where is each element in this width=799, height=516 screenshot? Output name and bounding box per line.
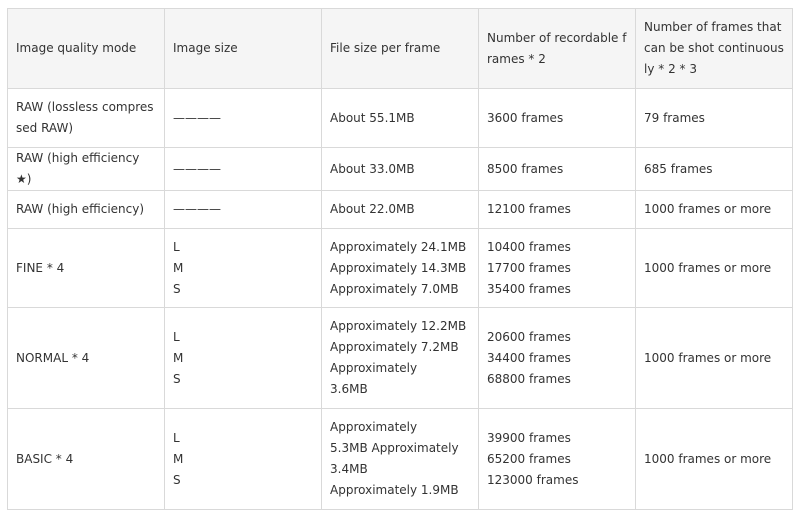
size-value: S	[173, 371, 181, 386]
cell-mode: FINE * 4	[8, 229, 165, 308]
cell-recordable	[479, 148, 636, 191]
cell-continuous: 685 frames	[636, 148, 793, 191]
table-row	[8, 308, 793, 409]
cell-size	[165, 308, 322, 409]
recordable-value: 3600 frames	[487, 110, 564, 125]
header-image-quality-mode: Image quality mode	[8, 9, 165, 89]
cell-mode: RAW (high efficiency)	[8, 191, 165, 229]
file-size-value: Approximately 7.0MB	[330, 281, 459, 296]
cell-file-size	[322, 229, 479, 308]
recordable-value: 8500 frames	[487, 161, 564, 176]
file-size-value: 3.6MB	[330, 382, 368, 396]
header-row	[8, 9, 793, 89]
file-size-value: About 55.1MB	[330, 110, 415, 125]
cell-file-size	[322, 409, 479, 510]
size-value: ————	[173, 202, 221, 216]
recordable-value: 65200 frames	[487, 451, 571, 466]
cell-continuous: 1000 frames or more	[636, 409, 793, 510]
size-value: L	[173, 239, 180, 254]
recordable-value: 17700 frames	[487, 260, 571, 275]
recordable-value: 20600 frames	[487, 329, 571, 344]
file-size-value: Approximately 1.9MB	[330, 483, 459, 497]
size-value: M	[173, 350, 184, 365]
cell-mode: RAW (lossless compressed RAW)	[8, 89, 165, 148]
cell-continuous: 79 frames	[636, 89, 793, 148]
cell-recordable	[479, 191, 636, 229]
header-file-size: File size per frame	[322, 9, 479, 89]
cell-file-size	[322, 308, 479, 409]
size-value: S	[173, 281, 181, 296]
file-size-value: 5.3MB Approximately 3.4MB	[330, 441, 459, 476]
cell-recordable	[479, 89, 636, 148]
recordable-value: 10400 frames	[487, 239, 571, 254]
size-value: ————	[173, 110, 221, 125]
cell-size	[165, 89, 322, 148]
table-row	[8, 89, 793, 148]
table-row	[8, 148, 793, 191]
table-row	[8, 191, 793, 229]
recordable-value: 123000 frames	[487, 472, 579, 487]
cell-recordable	[479, 308, 636, 409]
cell-mode: BASIC * 4	[8, 409, 165, 510]
recordable-value: 39900 frames	[487, 430, 571, 445]
cell-recordable	[479, 409, 636, 510]
file-size-value: Approximately 7.2MB Approximately	[330, 340, 459, 375]
cell-continuous: 1000 frames or more	[636, 308, 793, 409]
file-size-value: Approximately 24.1MB	[330, 239, 467, 254]
size-value: M	[173, 260, 184, 275]
cell-mode: NORMAL * 4	[8, 308, 165, 409]
cell-continuous: 1000 frames or more	[636, 191, 793, 229]
size-value: S	[173, 472, 181, 487]
spec-table	[7, 8, 793, 510]
cell-size	[165, 191, 322, 229]
file-size-value: Approximately 14.3MB	[330, 260, 467, 275]
header-image-size: Image size	[165, 9, 322, 89]
size-value: L	[173, 329, 180, 344]
cell-size	[165, 148, 322, 191]
file-size-value: Approximately	[330, 420, 418, 434]
file-size-value: Approximately 12.2MB	[330, 319, 467, 333]
file-size-value: About 33.0MB	[330, 161, 415, 176]
table-row	[8, 229, 793, 308]
cell-size	[165, 409, 322, 510]
table-row	[8, 409, 793, 510]
size-value: ————	[173, 161, 221, 176]
size-value: L	[173, 430, 180, 445]
size-value: M	[173, 451, 184, 466]
cell-mode: RAW (high efficiency ★)	[8, 148, 165, 191]
cell-recordable	[479, 229, 636, 308]
recordable-value: 12100 frames	[487, 202, 571, 216]
cell-file-size	[322, 89, 479, 148]
recordable-value: 35400 frames	[487, 281, 571, 296]
cell-continuous: 1000 frames or more	[636, 229, 793, 308]
cell-file-size	[322, 148, 479, 191]
recordable-value: 68800 frames	[487, 371, 571, 386]
recordable-value: 34400 frames	[487, 350, 571, 365]
file-size-value: About 22.0MB	[330, 202, 415, 216]
header-continuous-frames: Number of frames that can be shot continuously * 2 * 3	[636, 9, 793, 89]
cell-size	[165, 229, 322, 308]
cell-file-size	[322, 191, 479, 229]
header-recordable-frames: Number of recordable frames * 2	[479, 9, 636, 89]
